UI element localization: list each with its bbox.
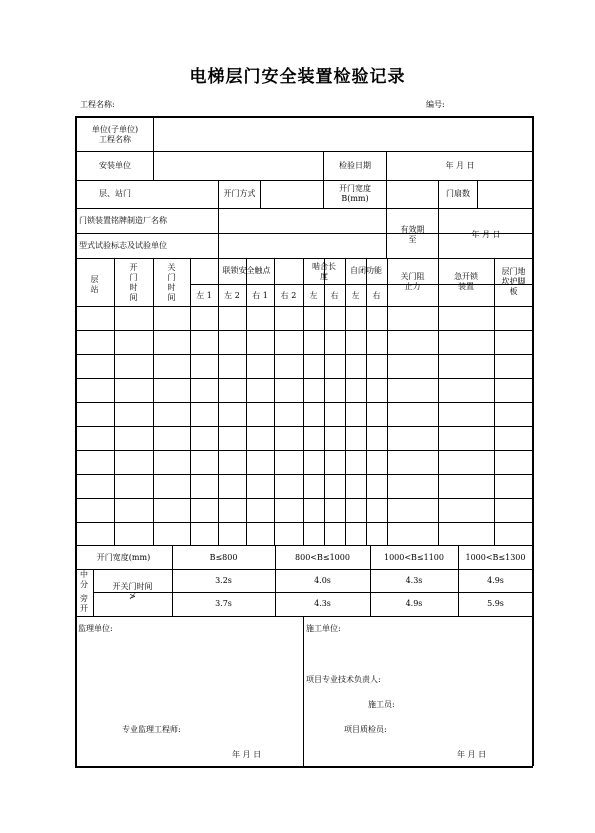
spec-side-value-0: 3.7s	[215, 599, 232, 608]
col-sub-2: 右 1	[252, 291, 268, 300]
grid-line	[75, 766, 533, 768]
col-emergency: 急开锁 装置	[454, 272, 478, 291]
grid-line	[75, 569, 533, 570]
grid-line	[438, 258, 439, 545]
col-open-time: 开 门 时 间	[129, 263, 138, 302]
grid-line	[75, 522, 533, 523]
spec-center-value-0: 3.2s	[215, 576, 232, 585]
install-unit-label: 安装单位	[99, 161, 131, 170]
col-mesh-length: 啮合长 度	[312, 262, 336, 281]
spec-side-value-3: 5.9s	[487, 599, 504, 608]
grid-line	[75, 545, 533, 546]
construction-unit-label: 施工单位:	[306, 624, 341, 633]
grid-line	[75, 330, 533, 331]
grid-line	[260, 180, 261, 208]
grid-line	[387, 258, 388, 545]
col-sub-1: 左 2	[224, 291, 240, 300]
col-interlock: 联锁安全触点	[222, 266, 271, 275]
grid-line	[75, 116, 77, 766]
grid-line	[75, 474, 533, 475]
spec-range-0: B≤800	[209, 553, 238, 562]
opening-method-label: 开门方式	[223, 189, 256, 198]
valid-date-value: 年 月 日	[471, 230, 501, 239]
col-floor: 层 站	[90, 275, 99, 294]
door-width-label: 开门宽度 B(mm)	[339, 184, 371, 203]
spec-range-3: 1000<B≤1300	[465, 553, 526, 562]
grid-line	[75, 616, 533, 617]
grid-line	[494, 258, 495, 545]
tech-lead-label: 项目专业技术负责人:	[306, 675, 381, 684]
col-sub-4: 左	[309, 291, 318, 300]
grid-line	[218, 258, 219, 545]
unit-label: 单位(子单位) 工程名称	[91, 125, 139, 144]
spec-center-value-3: 4.9s	[487, 576, 504, 585]
grid-line	[75, 450, 533, 451]
construction-date: 年 月 日	[457, 750, 487, 759]
grid-line	[303, 616, 304, 766]
grid-line	[75, 378, 533, 379]
supervisor-unit-label: 监理单位:	[78, 624, 113, 633]
project-name-label: 工程名称:	[80, 100, 115, 109]
grid-line	[75, 306, 533, 307]
col-sub-5: 右	[330, 291, 339, 300]
grid-line	[532, 116, 534, 766]
grid-line	[75, 354, 533, 355]
col-close-time: 关 门 时 间	[167, 263, 176, 302]
spec-side-value-1: 4.3s	[314, 599, 331, 608]
constructor-label: 施工员:	[368, 700, 395, 709]
grid-line	[190, 258, 191, 545]
spec-center-label: 中 分	[80, 570, 88, 589]
spec-time-label: 开关门时间 ≯	[112, 582, 153, 601]
spec-center-value-2: 4.3s	[405, 576, 423, 585]
grid-line	[75, 402, 533, 403]
grid-line	[75, 426, 533, 427]
quality-inspector-label: 项目质检员:	[344, 725, 387, 734]
col-sub-7: 右	[372, 291, 381, 300]
col-self-close: 自闭功能	[350, 266, 382, 275]
grid-line	[274, 258, 275, 545]
inspect-date-label: 检验日期	[339, 161, 371, 170]
grid-line	[75, 498, 533, 499]
grid-line	[75, 180, 533, 181]
spec-side-value-2: 4.9s	[405, 599, 423, 608]
floor-station-label: 层、站门	[99, 189, 131, 198]
type-test-label: 型式试验标志及试验单位	[79, 241, 167, 250]
spec-range-1: 800<B≤1000	[295, 553, 350, 562]
grid-line	[153, 116, 154, 180]
grid-line	[477, 180, 478, 208]
spec-side-label: 旁 开	[80, 594, 88, 613]
grid-line	[246, 258, 247, 545]
grid-line	[75, 151, 533, 152]
spec-width-label: 开门宽度(mm)	[96, 553, 151, 562]
col-sub-3: 右 2	[280, 291, 297, 300]
spec-range-2: 1000<B≤1100	[383, 553, 444, 562]
col-sub-0: 左 1	[196, 291, 212, 300]
supervisor-engineer-label: 专业监理工程师:	[122, 725, 181, 734]
door-count-label: 门扇数	[446, 189, 470, 198]
supervisor-date: 年 月 日	[232, 750, 262, 759]
grid-line	[75, 208, 533, 209]
grid-line	[324, 258, 325, 545]
grid-line	[75, 116, 533, 118]
form-title: 电梯层门安全装置检验记录	[189, 67, 406, 87]
grid-line	[366, 258, 367, 545]
col-sub-6: 左	[351, 291, 360, 300]
number-label: 编号:	[426, 100, 445, 109]
col-close-force: 关门阻 止力	[400, 272, 425, 291]
grid-line	[345, 258, 346, 545]
col-toe-guard: 层门地 坎护脚 板	[501, 267, 526, 296]
spec-center-value-1: 4.0s	[314, 576, 331, 585]
valid-until-label: 有效期 至	[400, 225, 425, 244]
grid-line	[75, 258, 533, 259]
grid-line	[303, 258, 304, 545]
inspect-date-value: 年 月 日	[445, 161, 475, 170]
lock-manufacturer-label: 门锁装置铭牌制造厂名称	[79, 216, 167, 225]
